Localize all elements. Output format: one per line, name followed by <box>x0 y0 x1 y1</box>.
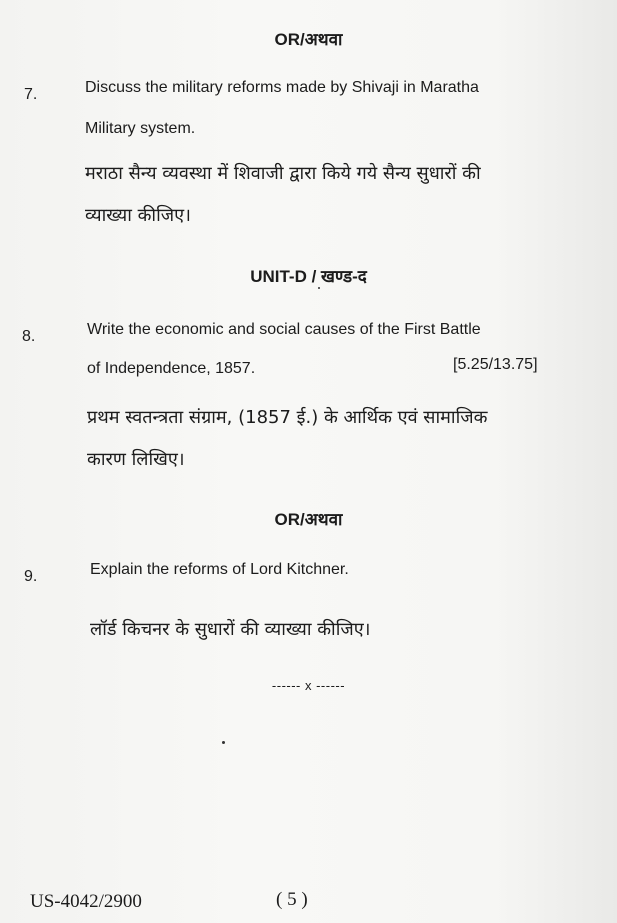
question-number-8: 8. <box>22 328 36 345</box>
or-heading: OR/अथवा <box>274 510 343 529</box>
question-8-english-line-2: of Independence, 1857. <box>87 360 256 377</box>
question-9-english-line-1: Explain the reforms of Lord Kitchner. <box>90 561 349 578</box>
question-8-hindi-line-1: प्रथम स्वतन्त्रता संग्राम, (1857 ई.) के आर्थिक एवं सामाजिक <box>87 407 488 428</box>
question-8-hindi-line-2: कारण लिखिए। <box>87 449 185 470</box>
question-7-english-line-2: Military system. <box>85 120 196 137</box>
end-of-paper-marker: ------ x ------ <box>271 678 346 693</box>
question-7-english-line-1: Discuss the military reforms made by Shivaji in Maratha <box>85 79 479 96</box>
ink-speck <box>222 741 225 744</box>
paper-code: US-4042/2900 <box>30 891 142 912</box>
question-number-9: 9. <box>24 568 38 585</box>
question-7-hindi-line-2: व्याख्या कीजिए। <box>85 205 191 226</box>
question-9-hindi-line-1: लॉर्ड किचनर के सुधारों की व्याख्या कीजिए। <box>90 619 371 640</box>
question-8-marks: [5.25/13.75] <box>453 356 538 373</box>
question-8-english-line-1: Write the economic and social causes of the First Battle <box>87 321 481 338</box>
unit-d-heading: UNIT-D / खण्ड-द <box>250 267 367 286</box>
question-7-hindi-line-1: मराठा सैन्य व्यवस्था में शिवाजी द्वारा किये गये सैन्य सुधारों की <box>85 163 481 184</box>
page-number: ( 5 ) <box>276 889 308 910</box>
ink-speck <box>318 287 320 289</box>
or-heading: OR/अथवा <box>274 30 343 49</box>
question-number-7: 7. <box>24 86 38 103</box>
